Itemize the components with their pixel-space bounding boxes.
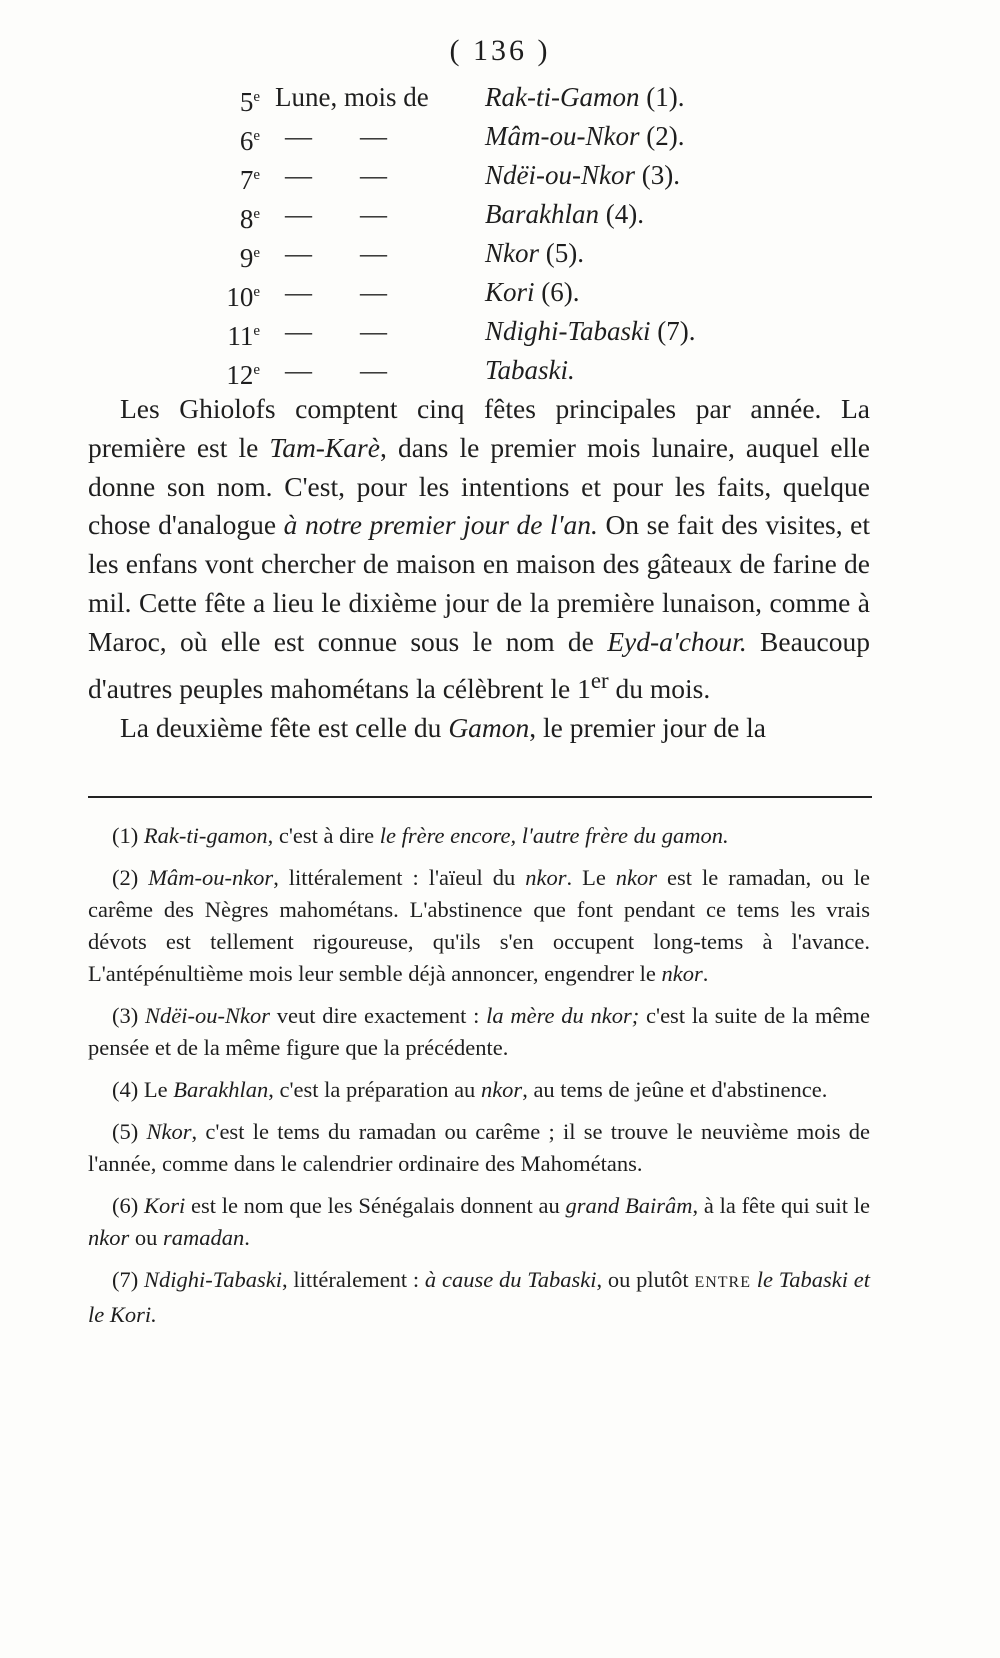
ditto-dash: —: [360, 199, 387, 229]
paragraph: Les Ghiolofs comptent cinq fêtes principales par année. La première est le Tam-Karè, dans le premier mois lunaire, auquel elle donne son nom. C'est, pour les intentions et pour les faits, quelque chose d'analogue à notre premier jour de l'an. On se fait des visites, et les enfans vont chercher de maison en maison des gâteaux de farine de mil. Cette fête a lieu le dixième jour de la première lunaison, comme à Maroc, où elle est connue sous le nom de Eyd-a'chour. Beaucoup d'autres peuples mahométans la célèbrent le 1er du mois.: [88, 393, 871, 704]
footnote: (6) Kori est le nom que les Sénégalais donnent au grand Bairâm, à la fête qui suit le nkor ou ramadan.: [88, 1193, 870, 1250]
month-ordinal: 11e: [227, 321, 260, 351]
ditto-dash: —: [285, 355, 312, 385]
month-ordinal: 10e: [226, 282, 260, 312]
month-ordinal: 12e: [226, 360, 260, 390]
month-name: Ndëi-ou-Nkor (3).: [485, 160, 680, 190]
paragraph: La deuxième fête est celle du Gamon, le premier jour de la: [120, 711, 767, 743]
month-ordinal: 6e: [239, 126, 260, 156]
ditto-dash: —: [360, 121, 387, 151]
ditto-dash: —: [360, 316, 387, 346]
month-name: Ndighi-Tabaski (7).: [485, 316, 696, 346]
ditto-dash: —: [360, 160, 387, 190]
ditto-dash: —: [285, 199, 312, 229]
main-text: [88, 390, 870, 747]
month-row: [205, 351, 805, 390]
month-name: Rak-ti-Gamon (1).: [485, 82, 685, 112]
month-row: [205, 234, 805, 273]
footnote: (4) Le Barakhlan, c'est la préparation au nkor, au tems de jeûne et d'abstinence.: [112, 1077, 828, 1102]
month-row: [205, 156, 805, 195]
footnote: (7) Ndighi-Tabaski, littéralement : à cause du Tabaski, ou plutôt ENTRE le Tabaski et le Kori.: [88, 1267, 871, 1327]
month-ordinal: 5e: [239, 87, 260, 117]
month-lead: Lune, mois de: [275, 82, 429, 112]
month-row: [205, 273, 805, 312]
page-number: ( 136 ): [449, 34, 551, 67]
footnote: (2) Mâm-ou-nkor, littéralement : l'aïeul du nkor. Le nkor est le ramadan, ou le carême des Nègres mahométans. L'abstinence que font pendant ce tems les vrais dévots est tellement rigoureuse, qu'ils s'en occupent long-tems à l'avance. L'antépénultième mois leur semble déjà annoncer, engendrer le nkor.: [88, 865, 870, 986]
month-ordinal: 8e: [239, 204, 260, 234]
ditto-dash: —: [285, 316, 312, 346]
ditto-dash: —: [360, 277, 387, 307]
month-ordinal: 9e: [239, 243, 260, 273]
month-row: [205, 195, 805, 234]
ditto-dash: —: [285, 277, 312, 307]
ditto-dash: —: [285, 160, 312, 190]
footnote: (1) Rak-ti-gamon, c'est à dire le frère encore, l'autre frère du gamon.: [112, 823, 729, 848]
month-row: [205, 117, 805, 156]
month-name: Kori (6).: [485, 277, 580, 307]
ditto-dash: —: [360, 355, 387, 385]
month-row: [205, 78, 805, 117]
footnote-divider: [88, 796, 872, 798]
month-name: Mâm-ou-Nkor (2).: [485, 121, 685, 151]
month-ordinal: 7e: [239, 165, 260, 195]
ditto-dash: —: [285, 238, 312, 268]
ditto-dash: —: [285, 121, 312, 151]
footnotes: [88, 820, 870, 1341]
ditto-dash: —: [360, 238, 387, 268]
month-row: [205, 312, 805, 351]
month-name: Tabaski.: [485, 355, 575, 385]
month-name: Barakhlan (4).: [485, 199, 644, 229]
footnote: (3) Ndëi-ou-Nkor veut dire exactement : la mère du nkor; c'est la suite de la même pensée et de la même figure que la précédente.: [88, 1003, 870, 1060]
footnote: (5) Nkor, c'est le tems du ramadan ou carême ; il se trouve le neuvième mois de l'année, comme dans le calendrier ordinaire des Mahométans.: [88, 1119, 870, 1176]
month-name: Nkor (5).: [485, 238, 584, 268]
month-list: [205, 78, 805, 390]
